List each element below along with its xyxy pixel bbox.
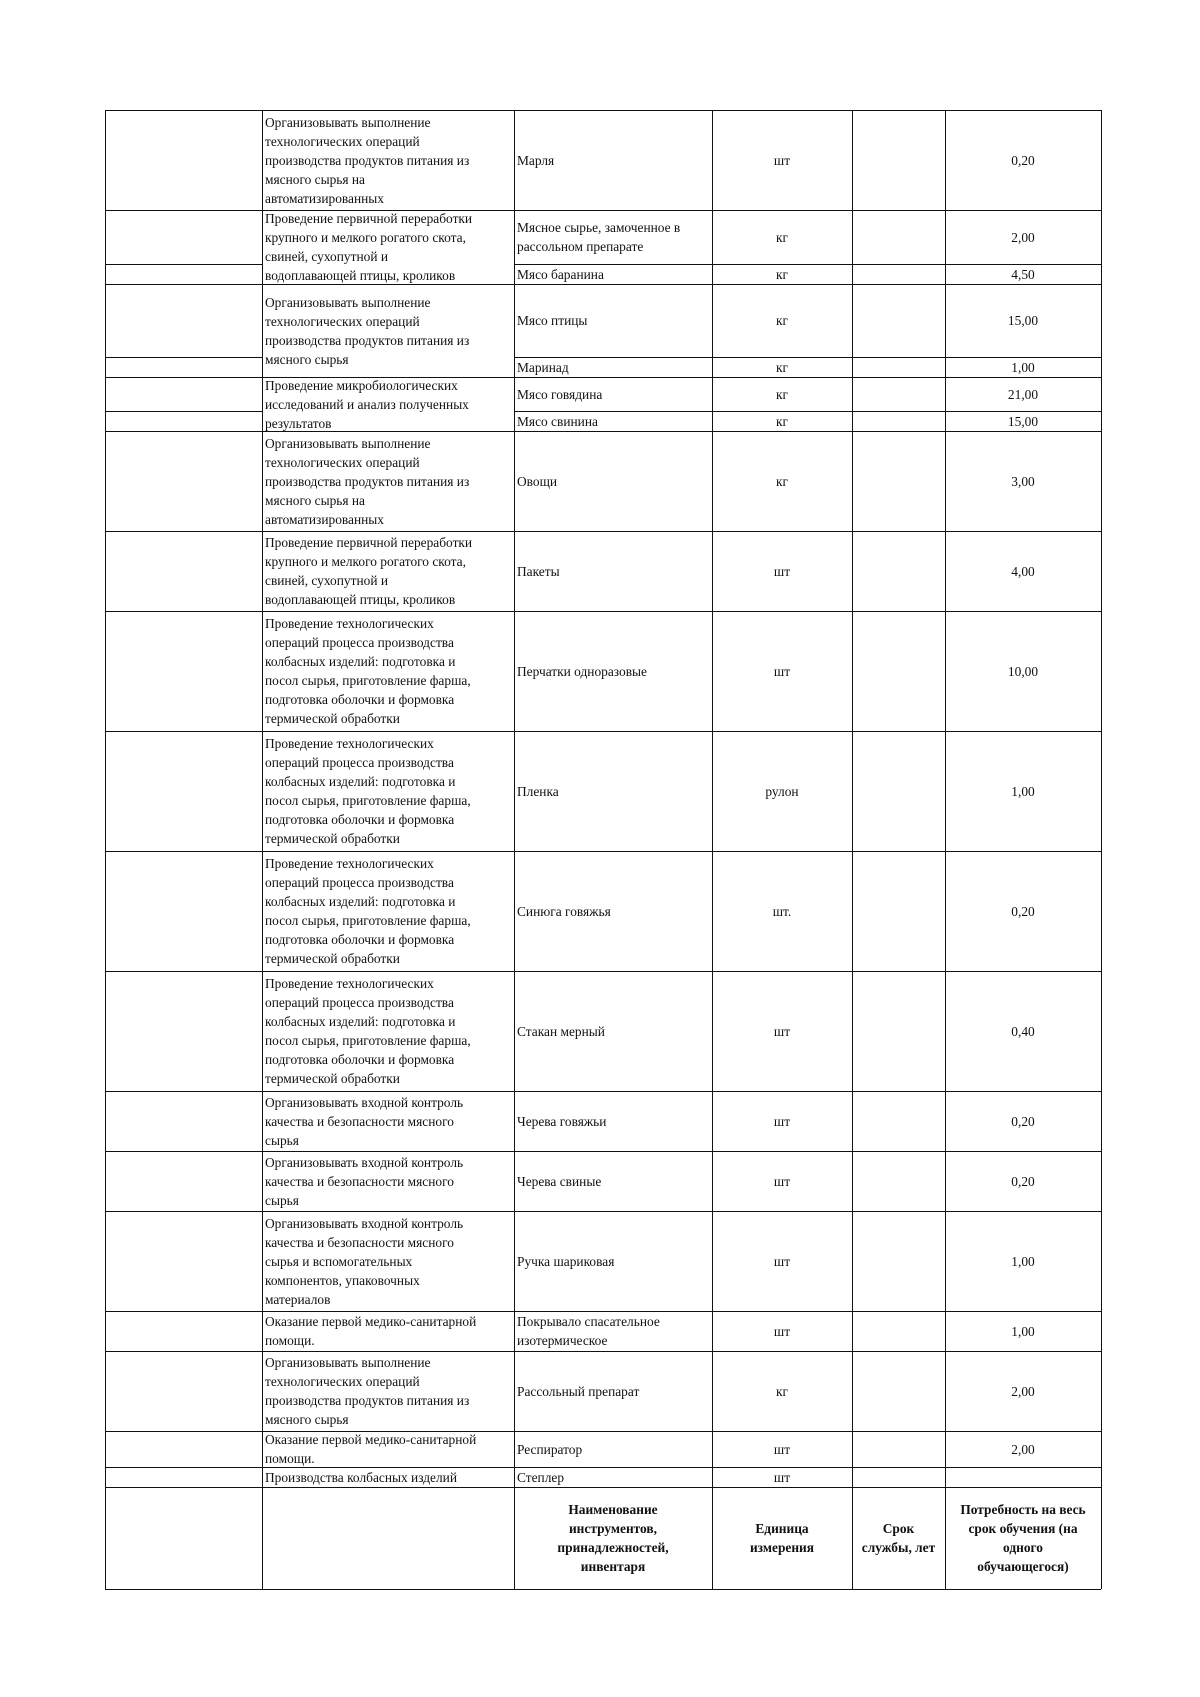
table-grid-line bbox=[105, 377, 1101, 378]
table-grid-line bbox=[105, 731, 1101, 732]
table-cell-unit: кг bbox=[776, 313, 788, 328]
table-cell-blank bbox=[105, 110, 262, 210]
table-grid-line bbox=[712, 110, 713, 1589]
table-grid-line bbox=[105, 1467, 1101, 1468]
table-cell-unit: рулон bbox=[765, 783, 799, 799]
table-cell-need: 0,20 bbox=[1011, 1113, 1035, 1129]
table-grid-line bbox=[262, 110, 263, 1589]
table-cell-unit: шт bbox=[773, 1469, 791, 1485]
table-cell-activity: Организовывать входной контроль качества и безопасности мясного сырья и вспомогательных компонентов, упаковочных материалов bbox=[265, 1215, 464, 1307]
table-cell-need: 1,00 bbox=[1011, 359, 1035, 375]
table-grid-line bbox=[105, 971, 1101, 972]
table-cell-item-name: Пленка bbox=[517, 783, 559, 799]
table-cell-blank bbox=[105, 611, 262, 731]
table-cell-activity: Проведение первичной переработки крупного и мелкого рогатого скота, свиней, сухопутной и водоплавающей птицы, кроликов bbox=[265, 211, 473, 283]
table-cell-activity: Оказание первой медико-санитарной помощи. bbox=[265, 1314, 477, 1348]
table-cell-service-life bbox=[852, 611, 945, 731]
table-cell-activity: Проведение микробиологических исследований и анализ полученных результатов bbox=[265, 377, 469, 431]
table-grid-line bbox=[852, 110, 853, 1589]
table-grid-line bbox=[945, 110, 946, 1589]
table-grid-line bbox=[105, 1589, 1101, 1590]
header-service-life: Срок службы, лет bbox=[861, 1521, 936, 1555]
table-cell-item-name: Стакан мерный bbox=[517, 1023, 605, 1039]
table-cell-blank bbox=[105, 731, 262, 851]
table-cell-unit: кг bbox=[776, 266, 788, 282]
table-cell-service-life bbox=[852, 377, 945, 411]
table-cell-activity: Организовывать входной контроль качества и безопасности мясного сырья bbox=[265, 1154, 464, 1208]
table-cell-service-life bbox=[852, 284, 945, 357]
table-cell-activity: Организовывать выполнение технологических операций производства продуктов питания из мясного сырья на автоматизированных bbox=[265, 114, 470, 206]
table-grid-line bbox=[105, 1311, 1101, 1312]
table-cell-service-life bbox=[852, 210, 945, 264]
table-cell-activity: Организовывать входной контроль качества и безопасности мясного сырья bbox=[265, 1094, 464, 1148]
table-cell-blank bbox=[105, 531, 262, 611]
table-cell-unit: кг bbox=[776, 473, 788, 489]
table-grid-line bbox=[105, 210, 1101, 211]
table-cell-activity: Организовывать выполнение технологических операций производства продуктов питания из мясного сырья bbox=[265, 1355, 470, 1427]
table-cell-need bbox=[945, 1467, 1101, 1487]
table-cell-need: 2,00 bbox=[1011, 229, 1035, 245]
table-cell-service-life bbox=[852, 1467, 945, 1487]
table-cell-unit: шт bbox=[773, 152, 791, 168]
table-cell-blank bbox=[105, 357, 262, 377]
table-grid-line bbox=[514, 411, 1101, 412]
table-cell-need: 15,00 bbox=[1007, 313, 1039, 328]
table-cell-item-name: Ручка шариковая bbox=[517, 1253, 615, 1269]
table-cell-unit: шт bbox=[773, 663, 791, 679]
table-cell-activity: Проведение технологических операций процесса производства колбасных изделий: подготовка и посол сырья, приготовление фарша, подготовка оболочки и формовка термической обработки bbox=[265, 856, 471, 966]
table-cell-service-life bbox=[852, 357, 945, 377]
table-cell-unit: кг bbox=[776, 359, 788, 375]
table-cell-unit: кг bbox=[776, 413, 788, 429]
table-cell-need: 0,20 bbox=[1011, 903, 1035, 919]
table-cell-blank bbox=[105, 1431, 262, 1467]
table-cell-item-name: Синюга говяжья bbox=[517, 903, 611, 919]
table-grid-line bbox=[105, 431, 1101, 432]
table-cell-blank bbox=[105, 411, 262, 431]
table-grid-line bbox=[514, 110, 515, 1589]
table-cell-need: 4,00 bbox=[1011, 563, 1035, 579]
table-cell-item-name: Мясо говядина bbox=[517, 386, 603, 402]
table-grid-line bbox=[514, 357, 1101, 358]
table-cell-activity: Проведение технологических операций процесса производства колбасных изделий: подготовка и посол сырья, приготовление фарша, подготовка оболочки и формовка термической обработки bbox=[265, 736, 471, 846]
table-cell-service-life bbox=[852, 1151, 945, 1211]
table-cell-item-name: Марля bbox=[517, 152, 555, 168]
table-cell-blank bbox=[105, 971, 262, 1091]
table-cell-item-name: Респиратор bbox=[517, 1441, 583, 1457]
table-cell-blank bbox=[262, 1487, 514, 1589]
table-cell-unit: кг bbox=[776, 229, 788, 245]
table-grid-line bbox=[1101, 110, 1102, 1589]
table-cell-need: 0,20 bbox=[1011, 152, 1035, 168]
table-cell-service-life bbox=[852, 264, 945, 284]
table-cell-blank bbox=[105, 1467, 262, 1487]
table-cell-unit: кг bbox=[776, 386, 788, 402]
table-cell-unit: шт bbox=[773, 1253, 791, 1269]
table-grid-line bbox=[105, 531, 1101, 532]
table-cell-unit: шт bbox=[773, 1323, 791, 1339]
table-cell-item-name: Мясо свинина bbox=[517, 413, 598, 429]
table-cell-item-name: Мясо баранина bbox=[517, 266, 604, 282]
table-cell-service-life bbox=[852, 431, 945, 531]
table-cell-service-life bbox=[852, 971, 945, 1091]
table-cell-blank bbox=[105, 377, 262, 411]
table-cell-blank bbox=[105, 1311, 262, 1351]
table-cell-item-name: Пакеты bbox=[517, 563, 560, 579]
table-cell-item-name: Степлер bbox=[517, 1469, 565, 1485]
table-cell-blank bbox=[105, 1151, 262, 1211]
table-cell-activity: Организовывать выполнение технологических операций производства продуктов питания из мясного сырья bbox=[265, 294, 470, 367]
table-grid-line bbox=[105, 1351, 1101, 1352]
table-grid-line bbox=[105, 1431, 1101, 1432]
table-cell-blank bbox=[105, 264, 262, 284]
table-cell-need: 2,00 bbox=[1011, 1441, 1035, 1457]
table-cell-service-life bbox=[852, 531, 945, 611]
table-cell-activity: Проведение технологических операций процесса производства колбасных изделий: подготовка и посол сырья, приготовление фарша, подготовка оболочки и формовка термической обработки bbox=[265, 976, 471, 1086]
table-cell-need: 1,00 bbox=[1011, 783, 1035, 799]
table-cell-item-name: Овощи bbox=[517, 473, 558, 489]
table-cell-item-name: Мясное сырье, замоченное в рассольном препарате bbox=[517, 220, 681, 254]
table-cell-unit: шт bbox=[773, 563, 791, 579]
table-cell-item-name: Мясо птицы bbox=[517, 313, 588, 328]
table-cell-service-life bbox=[852, 110, 945, 210]
table-cell-need: 1,00 bbox=[1011, 1253, 1035, 1269]
table-cell-service-life bbox=[852, 1091, 945, 1151]
table-grid-line bbox=[105, 1091, 1101, 1092]
table-cell-item-name: Черева говяжьи bbox=[517, 1113, 607, 1129]
table-grid-line bbox=[105, 357, 262, 358]
table-cell-blank bbox=[105, 1211, 262, 1311]
table-cell-blank bbox=[105, 431, 262, 531]
table-cell-activity: Производства колбасных изделий bbox=[265, 1469, 458, 1485]
table-cell-need: 4,50 bbox=[1011, 266, 1035, 282]
table-cell-service-life bbox=[852, 731, 945, 851]
table-grid-line bbox=[105, 1211, 1101, 1212]
table-cell-item-name: Маринад bbox=[517, 359, 569, 375]
table-cell-need: 3,00 bbox=[1011, 473, 1035, 489]
header-need: Потребность на весь срок обучения (на одного обучающегося) bbox=[960, 1502, 1086, 1574]
table-cell-service-life bbox=[852, 1311, 945, 1351]
table-cell-need: 10,00 bbox=[1007, 663, 1039, 679]
table-cell-need: 21,00 bbox=[1007, 386, 1039, 402]
table-cell-item-name: Рассольный препарат bbox=[517, 1383, 640, 1399]
table-cell-item-name: Черева свиные bbox=[517, 1173, 602, 1189]
header-unit: Единица измерения bbox=[749, 1521, 815, 1555]
table-cell-blank bbox=[105, 284, 262, 357]
table-cell-unit: шт bbox=[773, 1441, 791, 1457]
table-grid-line bbox=[105, 611, 1101, 612]
table-cell-blank bbox=[105, 1091, 262, 1151]
table-cell-activity: Организовывать выполнение технологических операций производства продуктов питания из мясного сырья на автоматизированных bbox=[265, 435, 470, 527]
table-cell-need: 15,00 bbox=[1007, 413, 1039, 429]
table-cell-service-life bbox=[852, 1211, 945, 1311]
table-grid-line bbox=[514, 264, 1101, 265]
table-cell-blank bbox=[105, 851, 262, 971]
table-cell-blank bbox=[105, 210, 262, 264]
table-cell-unit: шт bbox=[773, 1113, 791, 1129]
table-cell-need: 0,20 bbox=[1011, 1173, 1035, 1189]
table-cell-item-name: Перчатки одноразовые bbox=[517, 663, 647, 679]
table-grid-line bbox=[105, 1151, 1101, 1152]
table-cell-unit: шт bbox=[773, 1023, 791, 1039]
table-cell-activity: Оказание первой медико-санитарной помощи. bbox=[265, 1432, 477, 1466]
table-grid-line bbox=[105, 1487, 1101, 1488]
table-grid-line bbox=[105, 411, 262, 412]
header-item-name: Наименование инструментов, принадлежностей, инвентаря bbox=[557, 1502, 669, 1574]
table-cell-service-life bbox=[852, 1351, 945, 1431]
table-cell-blank bbox=[105, 1487, 262, 1589]
table-grid-line bbox=[105, 851, 1101, 852]
table-grid-line bbox=[105, 284, 1101, 285]
table-cell-blank bbox=[105, 1351, 262, 1431]
table-grid-line bbox=[105, 110, 106, 1589]
table-cell-need: 1,00 bbox=[1011, 1323, 1035, 1339]
table-cell-unit: кг bbox=[776, 1383, 788, 1399]
table-cell-need: 2,00 bbox=[1011, 1383, 1035, 1399]
table-cell-item-name: Покрывало спасательное изотермическое bbox=[517, 1314, 660, 1348]
table-cell-service-life bbox=[852, 851, 945, 971]
table-grid-line bbox=[105, 110, 1101, 111]
table-cell-unit: шт. bbox=[772, 903, 792, 919]
table-cell-unit: шт bbox=[773, 1173, 791, 1189]
table-cell-need: 0,40 bbox=[1011, 1023, 1035, 1039]
table-cell-service-life bbox=[852, 411, 945, 431]
table-cell-activity: Проведение первичной переработки крупного и мелкого рогатого скота, свиней, сухопутной и водоплавающей птицы, кроликов bbox=[265, 535, 473, 607]
table-cell-service-life bbox=[852, 1431, 945, 1467]
table-grid-line bbox=[105, 264, 262, 265]
table-cell-activity: Проведение технологических операций процесса производства колбасных изделий: подготовка и посол сырья, приготовление фарша, подготовка оболочки и формовка термической обработки bbox=[265, 616, 471, 726]
